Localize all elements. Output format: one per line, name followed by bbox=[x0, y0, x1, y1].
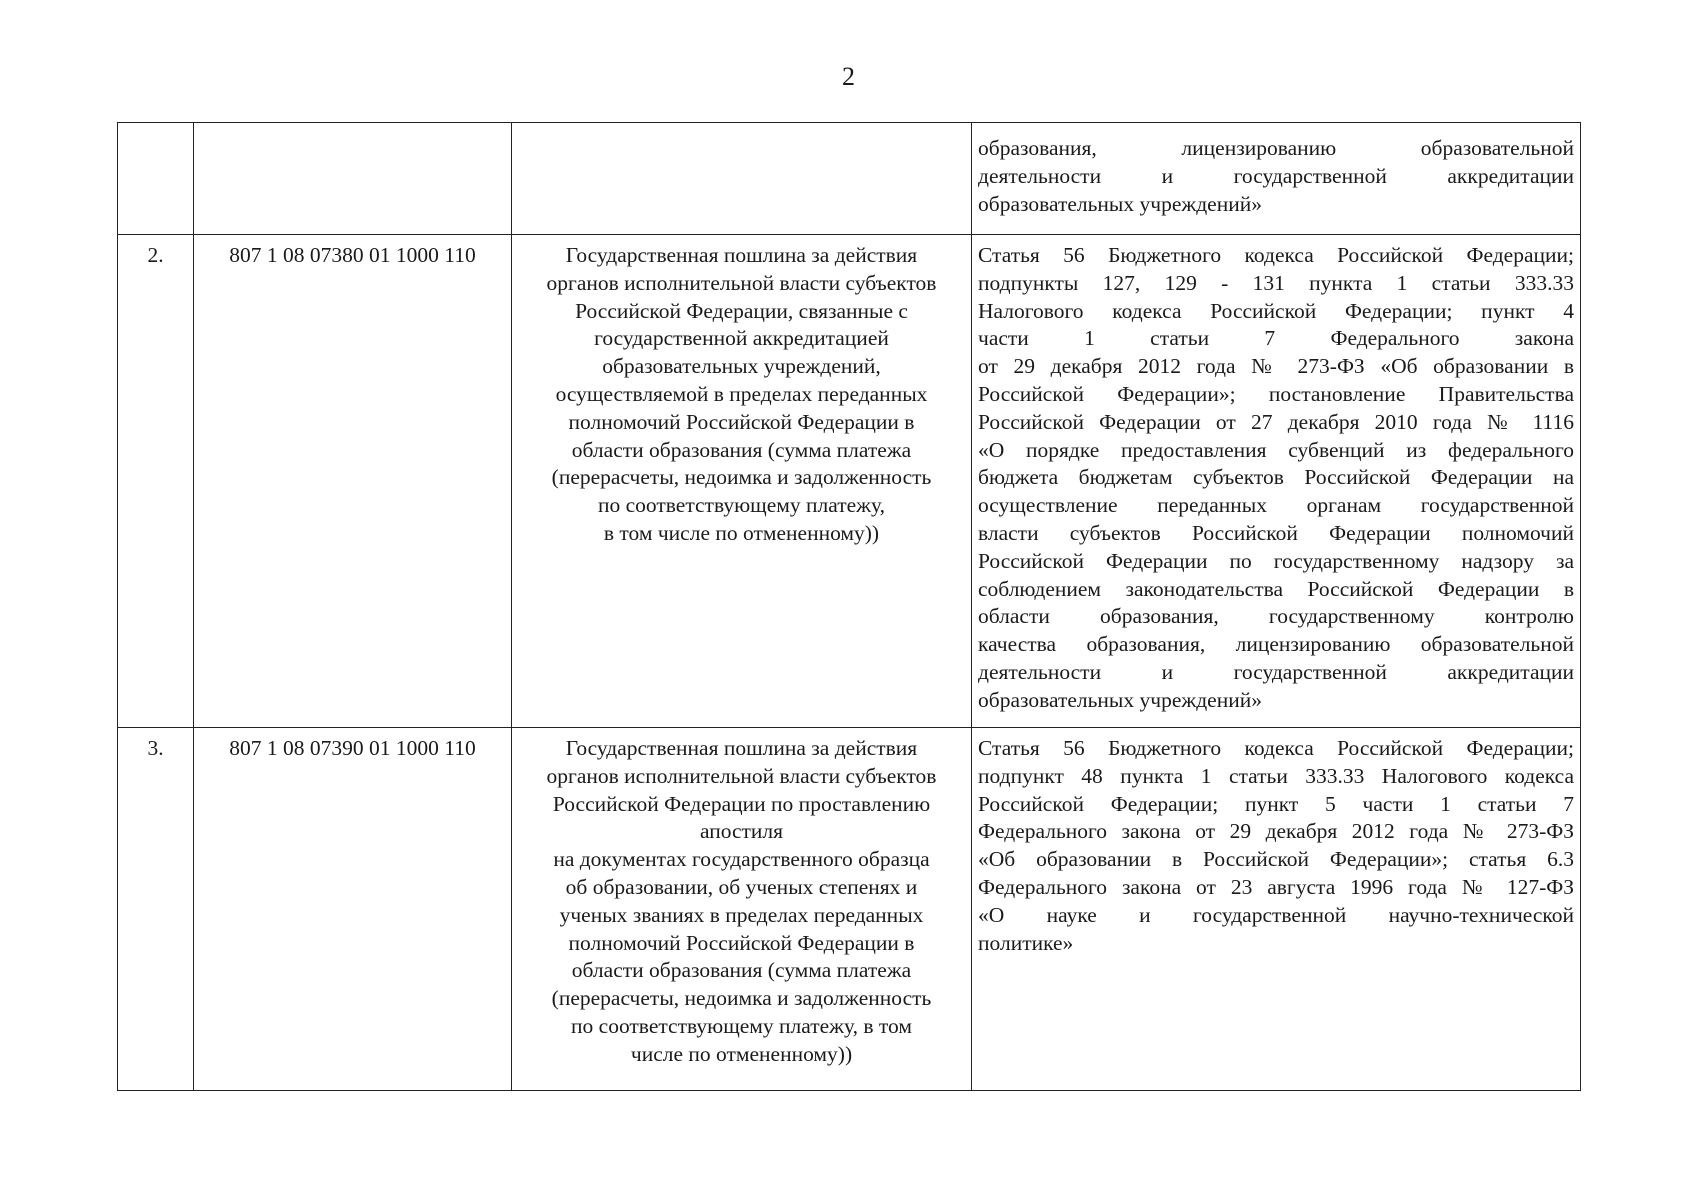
legal-basis-line: Статья 56 Бюджетного кодекса Российской Федерации; bbox=[978, 243, 1574, 267]
revenue-name-line: ученых званиях в пределах переданных bbox=[559, 902, 924, 927]
legal-basis-line: Статья 56 Бюджетного кодекса Российской Федерации; bbox=[978, 736, 1574, 760]
revenue-name-line: осуществляемой в пределах переданных bbox=[555, 381, 928, 406]
row-number-cell bbox=[118, 123, 194, 235]
legal-basis-line: Федерального закона от 29 декабря 2012 года № 273-ФЗ bbox=[978, 819, 1574, 844]
revenue-name-line: области образования (сумма платежа bbox=[571, 958, 912, 983]
legal-basis-line: «О порядке предоставления субвенций из федерального bbox=[978, 437, 1574, 462]
legal-basis-line: образовательных учреждений» bbox=[978, 191, 1262, 216]
legal-basis-line: Федерального закона от 23 августа 1996 года № 127-ФЗ bbox=[978, 874, 1574, 899]
budget-code-cell: 807 1 08 07380 01 1000 110 bbox=[194, 235, 512, 728]
legal-basis-line: политике» bbox=[978, 930, 1074, 955]
row-number-cell: 3. bbox=[118, 728, 194, 1091]
revenue-codes-table bbox=[117, 122, 1581, 1091]
revenue-name-line: органов исполнительной власти субъектов bbox=[546, 763, 937, 788]
revenue-name-line: Российской Федерации по проставлению bbox=[552, 791, 931, 816]
revenue-name-cell bbox=[512, 728, 972, 1091]
revenue-name-line: апостиля bbox=[699, 819, 784, 844]
revenue-name-line: полномочий Российской Федерации в bbox=[568, 409, 915, 434]
legal-basis-line: от 29 декабря 2012 года № 273-ФЗ «Об образовании в bbox=[978, 354, 1574, 379]
legal-basis-line: части 1 статьи 7 Федерального закона bbox=[978, 326, 1574, 351]
legal-basis-line: «О науке и государственной научно-технической bbox=[978, 902, 1574, 927]
legal-basis-line: осуществление переданных органам государственной bbox=[978, 493, 1574, 518]
legal-basis-line: подпункты 127, 129 - 131 пункта 1 статьи 333.33 bbox=[978, 270, 1574, 295]
page-number: 2 bbox=[842, 62, 855, 91]
legal-basis-line: власти субъектов Российской Федерации полномочий bbox=[978, 520, 1574, 545]
legal-basis-cell bbox=[972, 123, 1581, 235]
legal-basis-line: Российской Федерации от 27 декабря 2010 года № 1116 bbox=[978, 409, 1574, 434]
legal-basis-line: Российской Федерации по государственному надзору за bbox=[978, 548, 1574, 573]
table-row bbox=[118, 123, 1581, 235]
legal-basis-line: качества образования, лицензированию образовательной bbox=[978, 632, 1574, 657]
legal-basis-line: области образования, государственному контролю bbox=[978, 604, 1574, 629]
legal-basis-line: образовательных учреждений» bbox=[978, 687, 1262, 712]
legal-basis-line: бюджета бюджетам субъектов Российской Федерации на bbox=[978, 465, 1574, 490]
legal-basis-line: образования, лицензированию образовательной bbox=[978, 136, 1574, 160]
revenue-name-line: (перерасчеты, недоимка и задолженность bbox=[551, 986, 932, 1011]
table-row bbox=[118, 728, 1581, 1091]
revenue-name-line: Российской Федерации, связанные с bbox=[575, 298, 908, 323]
revenue-name-line: Государственная пошлина за действия bbox=[565, 736, 918, 760]
legal-basis-line: деятельности и государственной аккредитации bbox=[978, 163, 1574, 188]
revenue-name-line: в том числе по отмененному)) bbox=[603, 520, 880, 545]
revenue-name-line: полномочий Российской Федерации в bbox=[568, 930, 915, 955]
revenue-name-line: по соответствующему платежу, bbox=[598, 493, 885, 518]
row-number-cell: 2. bbox=[118, 235, 194, 728]
legal-basis-line: соблюдением законодательства Российской Федерации в bbox=[978, 576, 1574, 601]
revenue-name-cell bbox=[512, 123, 972, 235]
revenue-name-line: области образования (сумма платежа bbox=[571, 437, 912, 462]
legal-basis-line: Российской Федерации; пункт 5 части 1 статьи 7 bbox=[978, 791, 1574, 816]
revenue-name-line: образовательных учреждений, bbox=[602, 354, 881, 379]
legal-basis-line: Российской Федерации»; постановление Правительства bbox=[978, 381, 1574, 406]
revenue-name-line: Государственная пошлина за действия bbox=[565, 243, 918, 267]
revenue-name-line: государственной аккредитацией bbox=[594, 326, 889, 351]
table-row bbox=[118, 235, 1581, 728]
legal-basis-cell bbox=[972, 235, 1581, 728]
revenue-name-line: об образовании, об ученых степенях и bbox=[565, 874, 918, 899]
budget-code-cell bbox=[194, 123, 512, 235]
budget-code-cell: 807 1 08 07390 01 1000 110 bbox=[194, 728, 512, 1091]
legal-basis-line: деятельности и государственной аккредитации bbox=[978, 659, 1574, 684]
revenue-name-line: по соответствующему платежу, в том bbox=[571, 1013, 912, 1038]
legal-basis-cell bbox=[972, 728, 1581, 1091]
legal-basis-line: «Об образовании в Российской Федерации»; статья 6.3 bbox=[978, 847, 1574, 872]
legal-basis-line: подпункт 48 пункта 1 статьи 333.33 Налогового кодекса bbox=[978, 763, 1574, 788]
revenue-name-line: (перерасчеты, недоимка и задолженность bbox=[551, 465, 932, 490]
revenue-name-line: на документах государственного образца bbox=[553, 847, 930, 872]
revenue-name-line: числе по отмененному)) bbox=[630, 1041, 853, 1066]
legal-basis-line: Налогового кодекса Российской Федерации; пункт 4 bbox=[978, 298, 1574, 323]
revenue-name-cell bbox=[512, 235, 972, 728]
revenue-name-line: органов исполнительной власти субъектов bbox=[546, 270, 937, 295]
